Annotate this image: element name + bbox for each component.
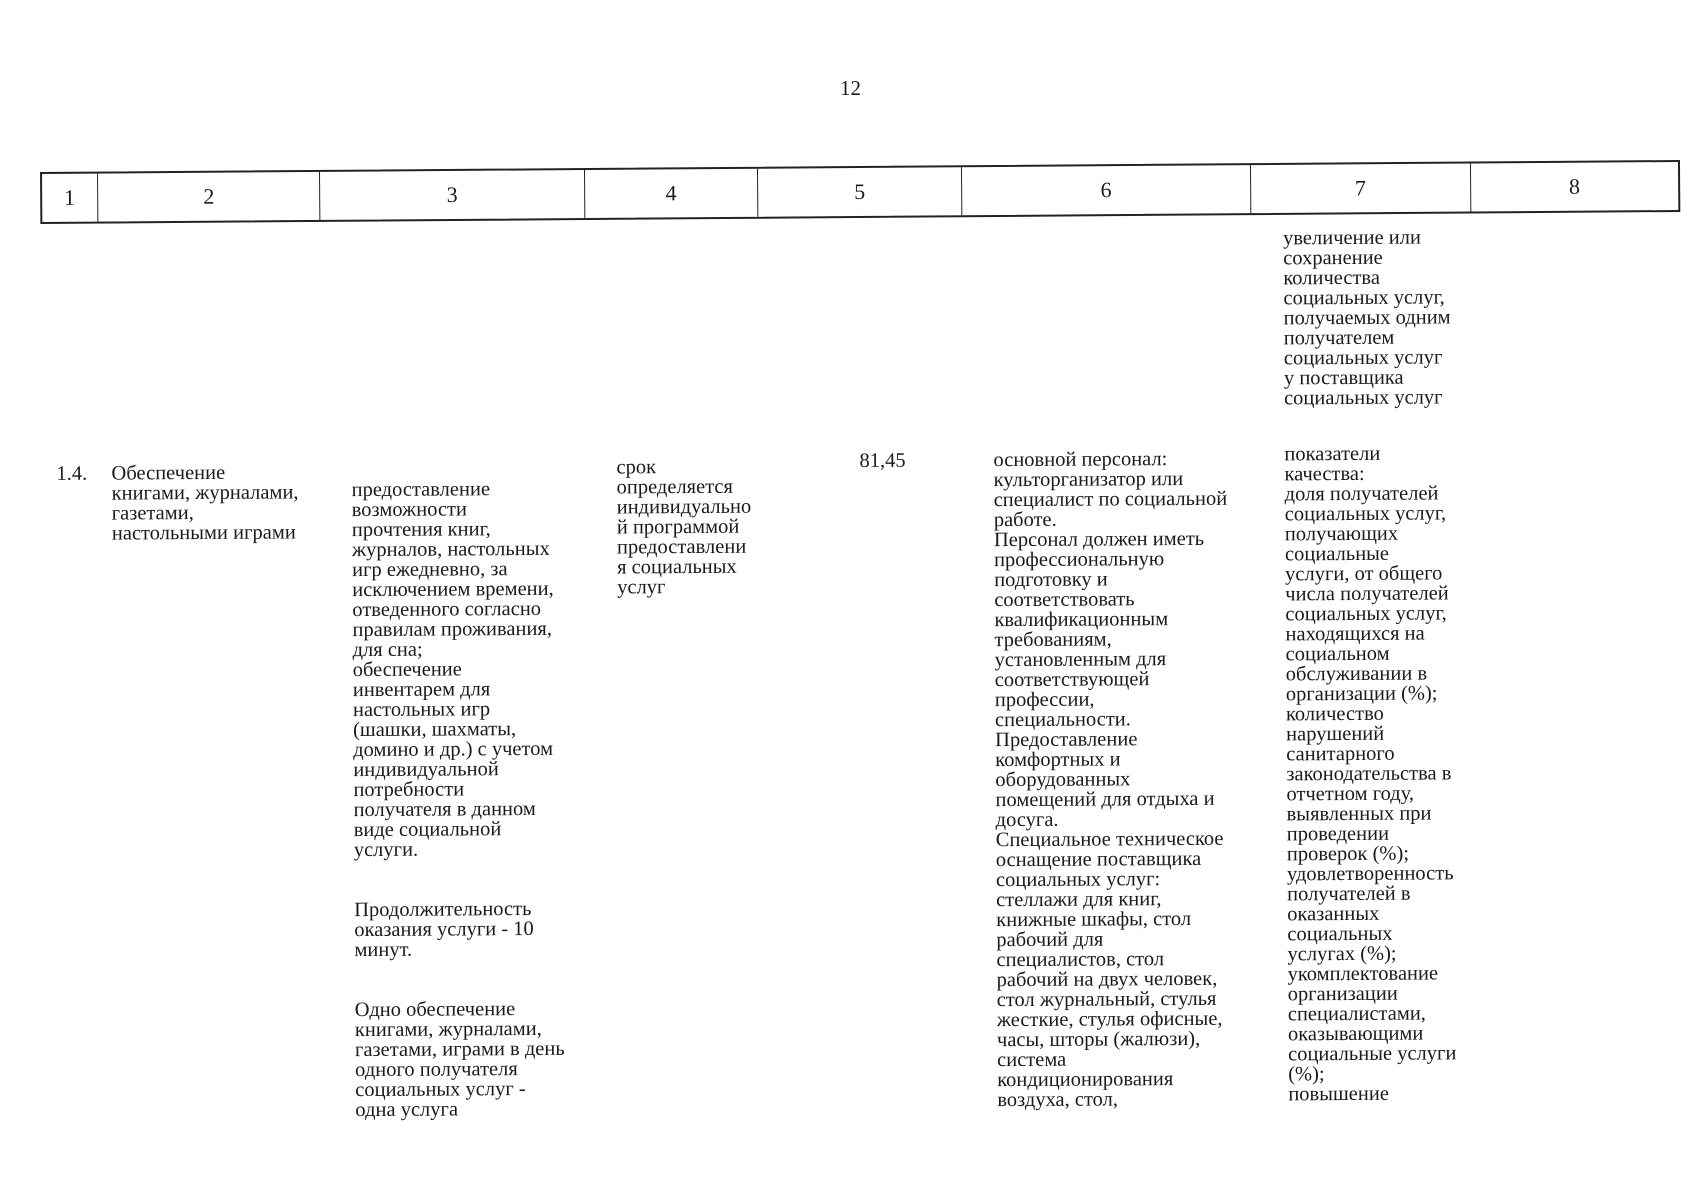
description-paragraph: предоставление возможности прочтения книг, журналов, настольных игр ежедневно, за исключением времени, отведенного согласно правилам проживания, для сна; обеспечение инвентарем для настольных игр (шашки, шахматы, домино и др.) с учетом индивидуальной потребности получателя в данном виде социальной услуги.	[351, 478, 554, 862]
continuation-col7-text: увеличение или сохранение количества социальных услуг, получаемых одним получателем социальных услуг у поставщика социальных услуг	[1283, 226, 1451, 410]
service-term: срок определяется индивидуально й программой предоставлени я социальных услуг	[616, 456, 752, 599]
header-cell-7: 7	[1251, 164, 1471, 214]
header-cell-5: 5	[758, 167, 962, 216]
page-number: 12	[840, 76, 861, 100]
service-description	[351, 459, 565, 1140]
service-conditions: основной персонал: культорганизатор или специалист по социальной работе. Персонал должен иметь профессиональную подготовку и соответствовать квалификационным требованиям, установленным для соответствующей профессии, специальности. Предоставление комфортных и оборудованных помещений для отдыха и досуга. Специальное техническое оснащение поставщика социальных услуг: стеллажи для книг, книжные шкафы, стол рабочий для специалистов, стол рабочий на двух человек, стол журнальный, стулья жесткие, стулья офисные, часы, шторы (жалюзи), система кондиционирования воздуха, стол,	[993, 448, 1228, 1112]
header-cell-1: 1	[42, 174, 98, 222]
description-paragraph: Продолжительность оказания услуги - 10 минут.	[354, 898, 534, 962]
row-number: 1.4.	[56, 462, 88, 485]
service-tariff: 81,45	[859, 449, 906, 472]
header-cell-6: 6	[962, 165, 1252, 215]
service-name: Обеспечение книгами, журналами, газетами, настольными играми	[111, 461, 299, 545]
header-cell-4: 4	[585, 169, 759, 218]
description-paragraph: Одно обеспечение книгами, журналами, газетами, играми в день одного получателя социальных услуг - одна услуга	[354, 998, 565, 1122]
header-cell-3: 3	[320, 170, 585, 220]
quality-indicators: показатели качества: доля получателей социальных услуг, получающих социальные услуги, от общего числа получателей социальных услуг, находящихся на социальном обслуживании в организации (%); количество нарушений санитарного законодательства в отчетном году, выявленных при проведении проверок (%); удовлетворенность получателей в оказанных социальных услугах (%); укомплектование организации специалистами, оказывающими социальные услуги (%); повышение	[1284, 442, 1457, 1106]
header-cell-2: 2	[98, 172, 321, 222]
header-cell-8: 8	[1568, 173, 1580, 199]
